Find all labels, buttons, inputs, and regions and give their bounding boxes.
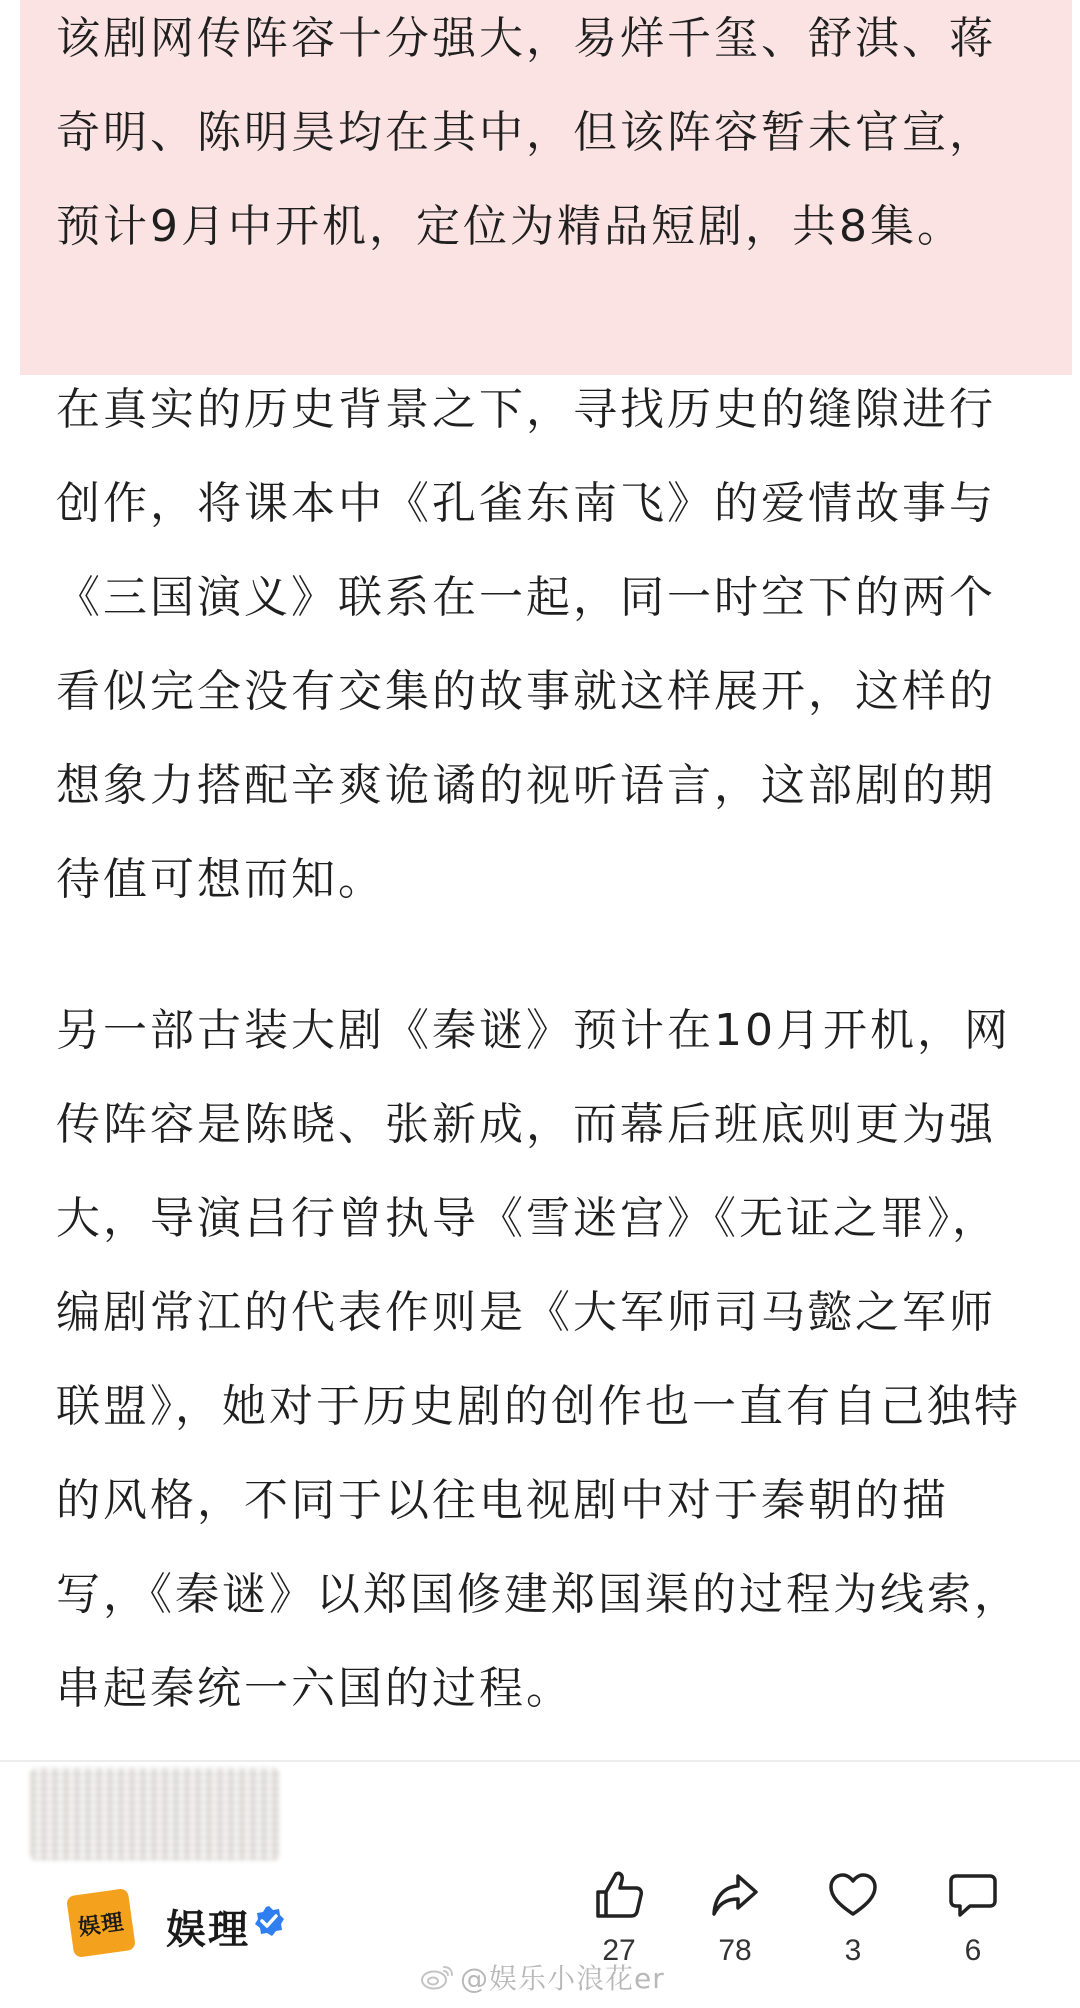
heart-count: 3 [844,1934,862,1967]
paragraph-2: 在真实的历史背景之下，寻找历史的缝隙进行创作，将课本中《孔雀东南飞》的爱情故事与《三国演义》联系在一起，同一时空下的两个看似完全没有交集的故事就这样展开，这样的想象力搭配辛爽诡谲的视听语言，这部剧的期待值可想而知。 [56,384,996,905]
author-name[interactable]: 娱理 [166,1907,250,1953]
author-logo-text: 娱理 [76,1909,126,1941]
heart-icon [826,1868,880,1922]
comment-button[interactable] [928,1868,1018,1968]
share-count: 78 [718,1934,752,1967]
verified-badge-icon [252,1904,286,1938]
divider [0,1760,1080,1762]
weibo-logo-icon [420,1963,454,1991]
paragraph-1: 该剧网传阵容十分强大，易烊千玺、舒淇、蒋奇明、陈明昊均在其中，但该阵容暂未官宣，预计9月中开机，定位为精品短剧，共8集。 [56,13,996,252]
watermark-text: @娱乐小浪花er [460,1962,665,1995]
thumbs-up-icon [592,1868,646,1922]
like-count: 27 [602,1934,636,1967]
favorite-button[interactable] [808,1868,898,1968]
comment-count: 6 [964,1934,982,1967]
share-button[interactable] [690,1868,780,1968]
share-arrow-icon [708,1868,762,1922]
comment-bubble-icon [946,1868,1000,1922]
watermark [420,1957,665,1997]
blurred-region [30,1768,280,1860]
paragraph-3: 另一部古装大剧《秦谜》预计在10月开机，网传阵容是陈晓、张新成，而幕后班底则更为强大，导演吕行曾执导《雪迷宫》《无证之罪》，编剧常江的代表作则是《大军师司马懿之军师联盟》，她对于历史剧的创作也一直有自己独特的风格，不同于以往电视剧中对于秦朝的描写，《秦谜》以郑国修建郑国渠的过程为线索，串起秦统一六国的过程。 [56,1005,1021,1714]
like-button[interactable] [574,1868,664,1968]
author-avatar[interactable] [66,1888,136,1958]
